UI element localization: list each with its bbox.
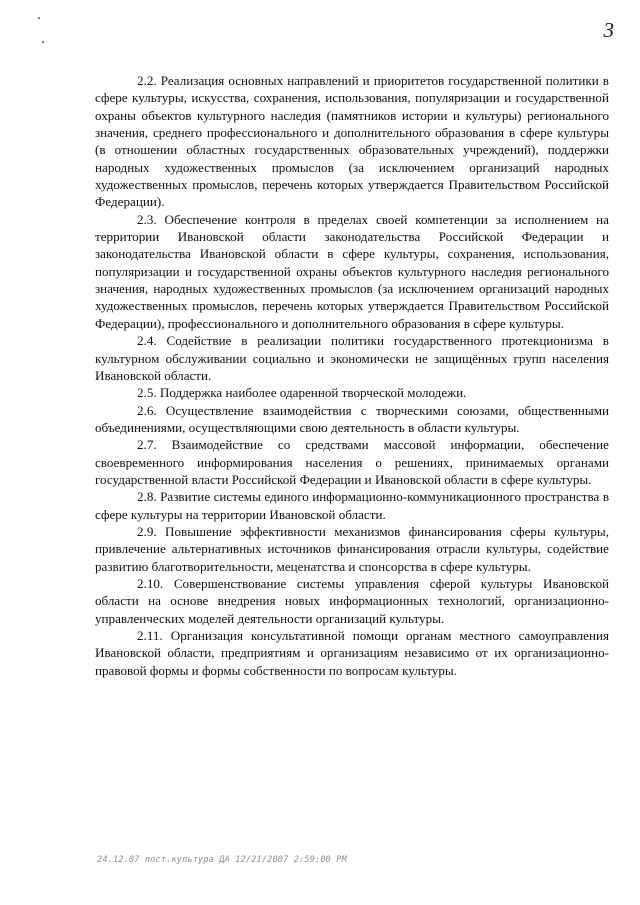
- paragraph-2-7: 2.7. Взаимодействие со средствами массовой информации, обеспечение своевременного информирования населения о решениях, принимаемых органами государственной власти Российской Федерации и Ивановской области в сфере культуры.: [95, 437, 609, 487]
- scan-speck: [38, 17, 40, 19]
- paragraph-2-2: 2.2. Реализация основных направлений и приоритетов государственной политики в сфере культуры, искусства, сохранения, использования, популяризации и государственной охраны объектов культурного наследия (памятников истории и культуры) регионального значения, среднего профессионального и дополнительного образования в сфере культуры (в отношении областных государственных образовательных учреждений), поддержки народных художественных промыслов (за исключением организаций народных художественных промыслов, перечень которых утверждается Правительством Российской Федерации).: [95, 73, 609, 210]
- paragraph-2-10: 2.10. Совершенствование системы управления сферой культуры Ивановской области на основе внедрения новых информационных технологий, организационно-управленческих моделей деятельности организаций культуры.: [95, 575, 609, 626]
- page-number: 3: [603, 18, 614, 42]
- scan-speck: [42, 41, 44, 43]
- paragraph-2-5: 2.5. Поддержка наиболее одаренной творческой молодежи.: [137, 385, 467, 401]
- file-path-footer: 24.12.07 пост.культура ДА 12/21/2007 2:59:00 PM: [97, 855, 347, 865]
- paragraph-2-4: 2.4. Содействие в реализации политики государственного протекционизма в культурном обслуживании социально и экономически не защищённых групп населения Ивановской области.: [95, 333, 609, 383]
- paragraph-2-8: 2.8. Развитие системы единого информационно-коммуникационного пространства в сфере культуры на территории Ивановской области.: [95, 489, 609, 522]
- document-body: [95, 72, 609, 679]
- paragraph-2-3: 2.3. Обеспечение контроля в пределах своей компетенции за исполнением на территории Ивановской области законодательства Российской Федерации и законодательства Ивановской области в сфере культуры, сохранения, использования, популяризации и государственной охраны объектов культурного наследия регионального значения, народных художественных промыслов (за исключением организаций народных художественных промыслов, перечень которых утверждается Правительством Российской Федерации), профессионального и дополнительного образования в сфере культуры.: [95, 211, 609, 331]
- paragraph-2-6: 2.6. Осуществление взаимодействия с творческими союзами, общественными объединениями, осуществляющими свою деятельность в области культуры.: [95, 402, 609, 435]
- paragraph-2-9: 2.9. Повышение эффективности механизмов финансирования сферы культуры, привлечение альтернативных источников финансирования отрасли культуры, содействие развитию благотворительности, меценатства и спонсорства в сфере культуры.: [95, 523, 609, 574]
- paragraph-2-11: 2.11. Организация консультативной помощи органам местного самоуправления Ивановской области, предприятиям и организациям независимо от их организационно-правовой формы и формы собственности по вопросам культуры.: [95, 628, 609, 678]
